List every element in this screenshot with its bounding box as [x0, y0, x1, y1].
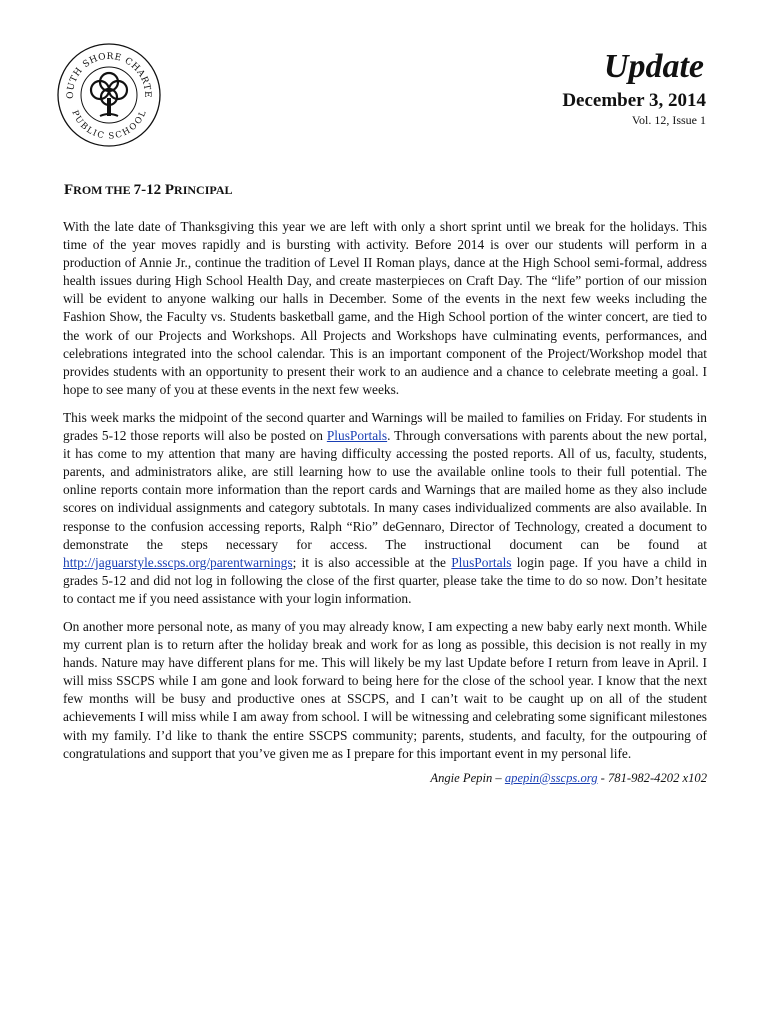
- logo-top-text: OUTH SHORE CHARTE: [65, 51, 153, 99]
- logo-bottom-text: PUBLIC SCHOOL: [69, 108, 149, 142]
- school-seal-icon: [56, 42, 162, 148]
- plusportals-login-link[interactable]: PlusPortals: [451, 554, 512, 570]
- newsletter-volume: Vol. 12, Issue 1: [631, 113, 706, 127]
- school-logo: [56, 42, 162, 148]
- article-body: [63, 218, 707, 787]
- paragraph-2: This week marks the midpoint of the second quarter and Warnings will be mailed to families on Friday. For students in grades 5-12 those reports will also be posted on PlusPortals. Through conversations with parents about the new portal, it has come to my attention that many are having difficulty accessing the posted reports. All of us, faculty, students, parents, and administrators alike, are still learning how to use the available online tools to their full potential. The online reports contain more information than the report cards and Warnings that are mailed home as they also include scores on individual assignments and category subtotals. In many cases individualized comments are also available. In response to the confusion accessing reports, Ralph “Rio” deGennaro, Director of Technology, created a document to demonstrate the steps necessary for access. The instructional document can be found at http://jaguarstyle.sscps.org/parentwarnings; it is also accessible at the PlusPortals login page. If you have a child in grades 5-12 and did not log in following the close of the first quarter, please take the time to do so now. Don’t hesitate to contact me if you need assistance with your login information.: [63, 409, 708, 606]
- email-link[interactable]: apepin@sscps.org: [504, 770, 598, 785]
- section-heading: FROM THE 7-12 PRINCIPAL: [64, 182, 233, 198]
- paragraph-1: With the late date of Thanksgiving this year we are left with only a short sprint until we break for the holidays. This time of the year moves rapidly and is bursting with activity. Before 2014 is over our students will perform in a production of Annie Jr., continue the tradition of Level II Roman plays, dance at the High School semi-formal, address health issues during High School Health Day, and create masterpieces on Craft Day. The “life” portion of our mission will be evident to anyone walking our halls in December. Some of the events in the next few weeks including the Fashion Show, the Faculty vs. Students basketball game, and the High School portion of the winter concert, are tied to the work of our Projects and Workshops. All Projects and Workshops have culminating events, performances, and celebrations integrated into the school calendar. This is an important component of the Project/Workshop model that provides students with an opportunity to present their work to an audience and a chance to celebrate meeting a goal. I hope to see many of you at these events in the next few weeks.: [63, 219, 707, 397]
- paragraph-3: On another more personal note, as many of you may already know, I am expecting a new baby early next month. While my current plan is to return after the holiday break and work for as long as possible, this decision is not really in my hands. Nature may have different plans for me. This will likely be my last Update before I return from leave in April. I will miss SSCPS while I am gone and look forward to being here for the close of the school year. I know that the next few months will be busy and productive ones at SSCPS, and I can’t wait to be caught up on all of the student achievements I will miss while I am away from school. I will be witnessing and celebrating some significant milestones with my family. I’d like to thank the entire SSCPS community; parents, students, and faculty, for the outpouring of congratulations and support that you’ve given me as I prepare for this important event in my personal life.: [63, 618, 707, 761]
- parentwarnings-link[interactable]: http://jaguarstyle.sscps.org/parentwarnings: [63, 554, 293, 570]
- newsletter-title: Update: [603, 48, 704, 85]
- plusportals-link[interactable]: PlusPortals: [326, 428, 388, 444]
- signature: Angie Pepin – apepin@sscps.org - 781-982-4202 x102: [430, 770, 707, 785]
- newsletter-date: December 3, 2014: [562, 90, 706, 111]
